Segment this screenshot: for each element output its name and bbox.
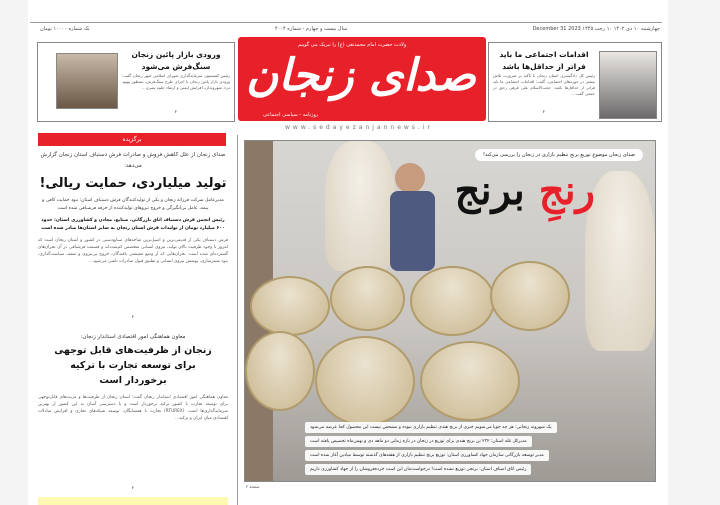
- rice-basket: [410, 266, 495, 336]
- story-kicker: معاون هماهنگی امور اقتصادی استاندار زنجان:: [80, 334, 186, 340]
- bottom-highlight: [38, 497, 228, 505]
- page-ref: ۲: [174, 109, 178, 114]
- rice-sacks-right: [585, 171, 655, 351]
- page-ref: ۲: [542, 109, 546, 114]
- caption: مدیرکل غله استان: ۲۳۲ تن برنج هندی برای توزیع در زنجان در بازه زمانی دو ماهه دی و بهمن‌ماه تخصیص یافته است: [305, 436, 532, 447]
- story-body: معاون هماهنگی امور اقتصادی استاندار زنجان گفت: استان زنجان از ظرفیت‌ها و مزیت‌های قابل‌توجهی برای توسعه تجارت با کشور ترکیه برخوردار است و با دسترسی آسان به این کشور از بهترین سرمایه‌گذاری‌ها است. (RTUREX) تجارت با همسایگان، توسعه شبکه‌های تجاری و افزایش مبادلات اقتصادی میان ایران و ترکیه...: [38, 395, 228, 421]
- main-story-photo[interactable]: [244, 140, 656, 482]
- story-kicker: صدای زنجان از علل کاهش فروش و صادرات فرش دستباف استان زنجان گزارش می‌دهد:: [40, 152, 226, 169]
- featured-story[interactable]: [38, 150, 228, 319]
- masthead-logo: صدای زنجان: [245, 50, 476, 101]
- story-body: رئیس کل دادگستری استان زنجان با تأکید بر ضرورت تلاش بیشتر در حوزه‌های اجتماعی، گفت: اقدامات اجتماعی ما باید فراتر از حداقل‌ها باشد. حجت‌الاسلام علی قرهی رحق در جمعی گفت...: [493, 73, 595, 96]
- story-lead: مدیرعامل شرکت فرزانه زنجان و یکی از تولیدکنندگان فرش دستباف استان: نبود حمایت کافی و بیمه، عامل بی‌انگیزگی و خروج نیروهای تولیدکننده از حرفه فرشبافی شده است: [42, 198, 224, 211]
- rice-sacks: [325, 141, 395, 271]
- top-info-row: [40, 24, 660, 34]
- column-divider: [237, 135, 238, 505]
- main-headline: [454, 167, 595, 214]
- headline-red: رنجِ: [538, 167, 595, 214]
- caption: یک شهروند زنجانی: هر چه جویا می‌شویم خبری از برنج هندی تنظیم بازاری نبوده و مشخص نیست این محصول کجا عرضه می‌شود: [305, 422, 557, 433]
- story-title: زنجان از ظرفیت‌های قابل توجهی برای توسعه تجارت با ترکیه برخوردار است: [54, 345, 212, 386]
- official-photo: [599, 51, 657, 119]
- top-right-story[interactable]: [488, 42, 662, 122]
- story-title: اقدامات اجتماعی ما باید فراتر از حداقل‌ها باشد: [499, 50, 589, 71]
- top-rule: [30, 22, 662, 23]
- rice-basket: [315, 336, 415, 426]
- website-url[interactable]: www.sedayezanjannews.ir: [285, 124, 433, 131]
- story-title: ورودی بازار پائین زنجان سنگ‌فرش می‌شود: [131, 50, 221, 71]
- rice-basket: [330, 266, 405, 331]
- caption: مدیر توسعه بازرگانی سازمان جهاد کشاورزی استان: توزیع برنج تنظیم بازاری از هفته‌های گذشته توسط میادین آغاز شده است: [305, 450, 549, 461]
- page-ref: ۲: [131, 314, 135, 319]
- caption: رئیس اتاق اصناف استان: برنجی توزیع نشده است! درخواست‌مان این است خرده‌فروشان را از جهاد کشاورزی داریم: [305, 464, 531, 475]
- top-left-story[interactable]: [37, 42, 235, 122]
- vendor-shirt: [390, 191, 435, 271]
- rice-basket: [420, 341, 520, 421]
- masthead: [238, 37, 486, 121]
- masthead-motto: ولادت حضرت امام محمدتقی (ع) را تبریک می گوییم: [298, 42, 407, 48]
- page-ref: صفحه ۳: [246, 484, 260, 489]
- date-line: چهارشنبه ۱۰ دی ۱۴۰۲ ۱۰ رجب ۱۴۴۵ 2023 31 December: [532, 26, 660, 32]
- rice-basket: [490, 261, 570, 331]
- story-body: فرش دستباف یکی از قدیمی‌ترین و اصیل‌ترین شاخه‌های صنایع‌دستی در کشور و استان زنجان است که امروز با وجود ظرفیت بالای تولید، نیروی انسانی متخصص کم‌شده‌اند و قسمت فرشبافی در آن بحران‌های گسترده‌ای شده است. بحران‌هایی که از وضع معیشتی بافندگان، خروج بی‌نیروی و ضعف سیاست‌گذاری، نبود بسترسازی، پوشش نیروی انسانی و تطبیق قبول صادرات ناشی می‌شود...: [38, 238, 228, 264]
- story-body: رئیس کمیسیون سرمایه‌گذاری شورای اسلامی شهر زنجان گفت: ورودی بازار پائین زنجان با اجرای طرح سنگ‌فرش، بمنظور بهبود تردد شهروندان، افزایش ایمنی و ارتقاء جلوه بصری...: [122, 73, 230, 90]
- story-kicker-pill: صدای زنجان موضوع توزیع برنج تنظیم بازاری در زنجان را بررسی می‌کند!: [475, 149, 643, 161]
- second-story[interactable]: [38, 332, 228, 490]
- price: تک شماره ۱۰۰۰۰ تومان: [40, 26, 90, 32]
- official-photo: [56, 53, 118, 109]
- issue-line: سال بیست و چهارم - شماره ۴۰۰۴: [274, 26, 348, 32]
- story-title: تولید میلیاردی، حمایت ریالی!: [39, 176, 227, 191]
- headline-black: برنج: [454, 167, 525, 214]
- story-lead-2: رئیس انجمن فرش دستباف اتاق بازرگانی، صنایع، معادن و کشاورزی استان: حدود ۶۰۰ میلیارد تومان از تولیدات فرش استان زنجان به سایر استان‌ها صادر شده است: [41, 218, 225, 231]
- masthead-subtitle: روزنامه - سیاسی اجتماعی: [263, 112, 319, 118]
- captions: [305, 422, 649, 475]
- vendor-head: [395, 163, 425, 193]
- rice-basket: [245, 331, 315, 411]
- page-ref: ۲: [131, 485, 135, 490]
- featured-label: برگزیده: [38, 133, 226, 146]
- rice-basket: [250, 276, 330, 336]
